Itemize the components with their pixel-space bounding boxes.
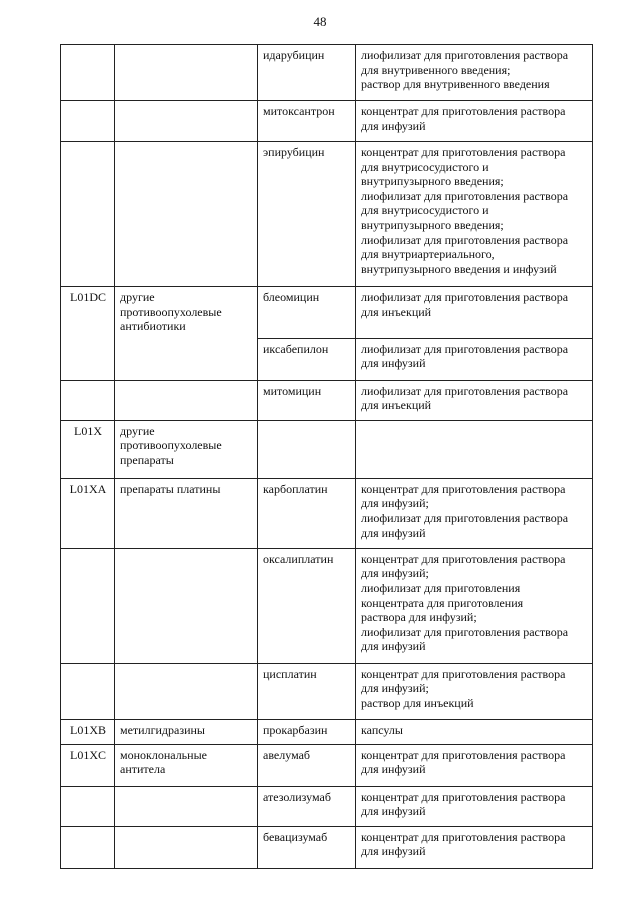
atc-code-cell — [61, 45, 115, 101]
atc-code-cell: L01X — [61, 420, 115, 478]
drug-name-cell: митоксантрон — [258, 101, 356, 142]
atc-code-cell: L01XB — [61, 719, 115, 744]
group-name-cell — [115, 338, 258, 380]
atc-code-cell — [61, 338, 115, 380]
atc-code-cell — [61, 380, 115, 420]
dosage-form-cell — [356, 420, 593, 478]
dosage-form-cell: концентрат для приготовления раствора для инфузий; раствор для инъекций — [356, 663, 593, 719]
dosage-form-cell: концентрат для приготовления раствора для инфузий — [356, 786, 593, 826]
dosage-form-cell: концентрат для приготовления раствора для инфузий — [356, 744, 593, 786]
table-row — [61, 478, 593, 548]
table-row — [61, 287, 593, 339]
group-name-cell — [115, 786, 258, 826]
dosage-form-cell: концентрат для приготовления раствора для инфузий; лиофилизат для приготовления раствора для инфузий — [356, 478, 593, 548]
atc-code-cell — [61, 786, 115, 826]
group-name-cell: другие противоопухолевые препараты — [115, 420, 258, 478]
group-name-cell: другие противоопухолевые антибиотики — [115, 287, 258, 339]
page-number: 48 — [313, 14, 327, 29]
drug-name-cell: атезолизумаб — [258, 786, 356, 826]
drug-name-cell: авелумаб — [258, 744, 356, 786]
group-name-cell — [115, 663, 258, 719]
drug-name-cell: оксалиплатин — [258, 548, 356, 663]
table-row — [61, 826, 593, 868]
table-row — [61, 744, 593, 786]
table-row — [61, 380, 593, 420]
drug-name-cell: митомицин — [258, 380, 356, 420]
dosage-form-cell: лиофилизат для приготовления раствора для инъекций — [356, 380, 593, 420]
atc-code-cell: L01XC — [61, 744, 115, 786]
group-name-cell — [115, 548, 258, 663]
drug-name-cell: блеомицин — [258, 287, 356, 339]
dosage-form-cell: концентрат для приготовления раствора для инфузий — [356, 101, 593, 142]
table-row — [61, 420, 593, 478]
drug-name-cell: бевацизумаб — [258, 826, 356, 868]
group-name-cell: метилгидразины — [115, 719, 258, 744]
dosage-form-cell: лиофилизат для приготовления раствора для инфузий — [356, 338, 593, 380]
table-row — [61, 548, 593, 663]
drug-name-cell: идарубицин — [258, 45, 356, 101]
dosage-form-cell: концентрат для приготовления раствора для инфузий — [356, 826, 593, 868]
table-row — [61, 719, 593, 744]
group-name-cell — [115, 826, 258, 868]
drug-name-cell: прокарбазин — [258, 719, 356, 744]
group-name-cell: препараты платины — [115, 478, 258, 548]
atc-code-cell — [61, 826, 115, 868]
atc-code-cell: L01XA — [61, 478, 115, 548]
table-row — [61, 45, 593, 101]
group-name-cell: моноклональные антитела — [115, 744, 258, 786]
dosage-form-cell: капсулы — [356, 719, 593, 744]
group-name-cell — [115, 380, 258, 420]
atc-code-cell — [61, 663, 115, 719]
drug-name-cell: иксабепилон — [258, 338, 356, 380]
drug-table — [60, 44, 593, 869]
dosage-form-cell: концентрат для приготовления раствора для внутрисосудистого и внутрипузырного введения; лиофилизат для приготовления раствора для внутрисосудистого и внутрипузырного введения; лиофилизат для приготовления раствора для внутриартериального, внутрипузырного введения и инфузий — [356, 142, 593, 287]
dosage-form-cell: концентрат для приготовления раствора для инфузий; лиофилизат для приготовления концентрата для приготовления раствора для инфузий; лиофилизат для приготовления раствора для инфузий — [356, 548, 593, 663]
group-name-cell — [115, 45, 258, 101]
atc-code-cell — [61, 142, 115, 287]
dosage-form-cell: лиофилизат для приготовления раствора для инъекций — [356, 287, 593, 339]
drug-name-cell: цисплатин — [258, 663, 356, 719]
group-name-cell — [115, 142, 258, 287]
drug-name-cell — [258, 420, 356, 478]
table-row — [61, 101, 593, 142]
drug-name-cell: карбоплатин — [258, 478, 356, 548]
group-name-cell — [115, 101, 258, 142]
dosage-form-cell: лиофилизат для приготовления раствора для внутривенного введения; раствор для внутривенного введения — [356, 45, 593, 101]
drug-name-cell: эпирубицин — [258, 142, 356, 287]
table-row — [61, 786, 593, 826]
table-row — [61, 663, 593, 719]
atc-code-cell — [61, 101, 115, 142]
atc-code-cell: L01DC — [61, 287, 115, 339]
table-row — [61, 338, 593, 380]
table-row — [61, 142, 593, 287]
atc-code-cell — [61, 548, 115, 663]
